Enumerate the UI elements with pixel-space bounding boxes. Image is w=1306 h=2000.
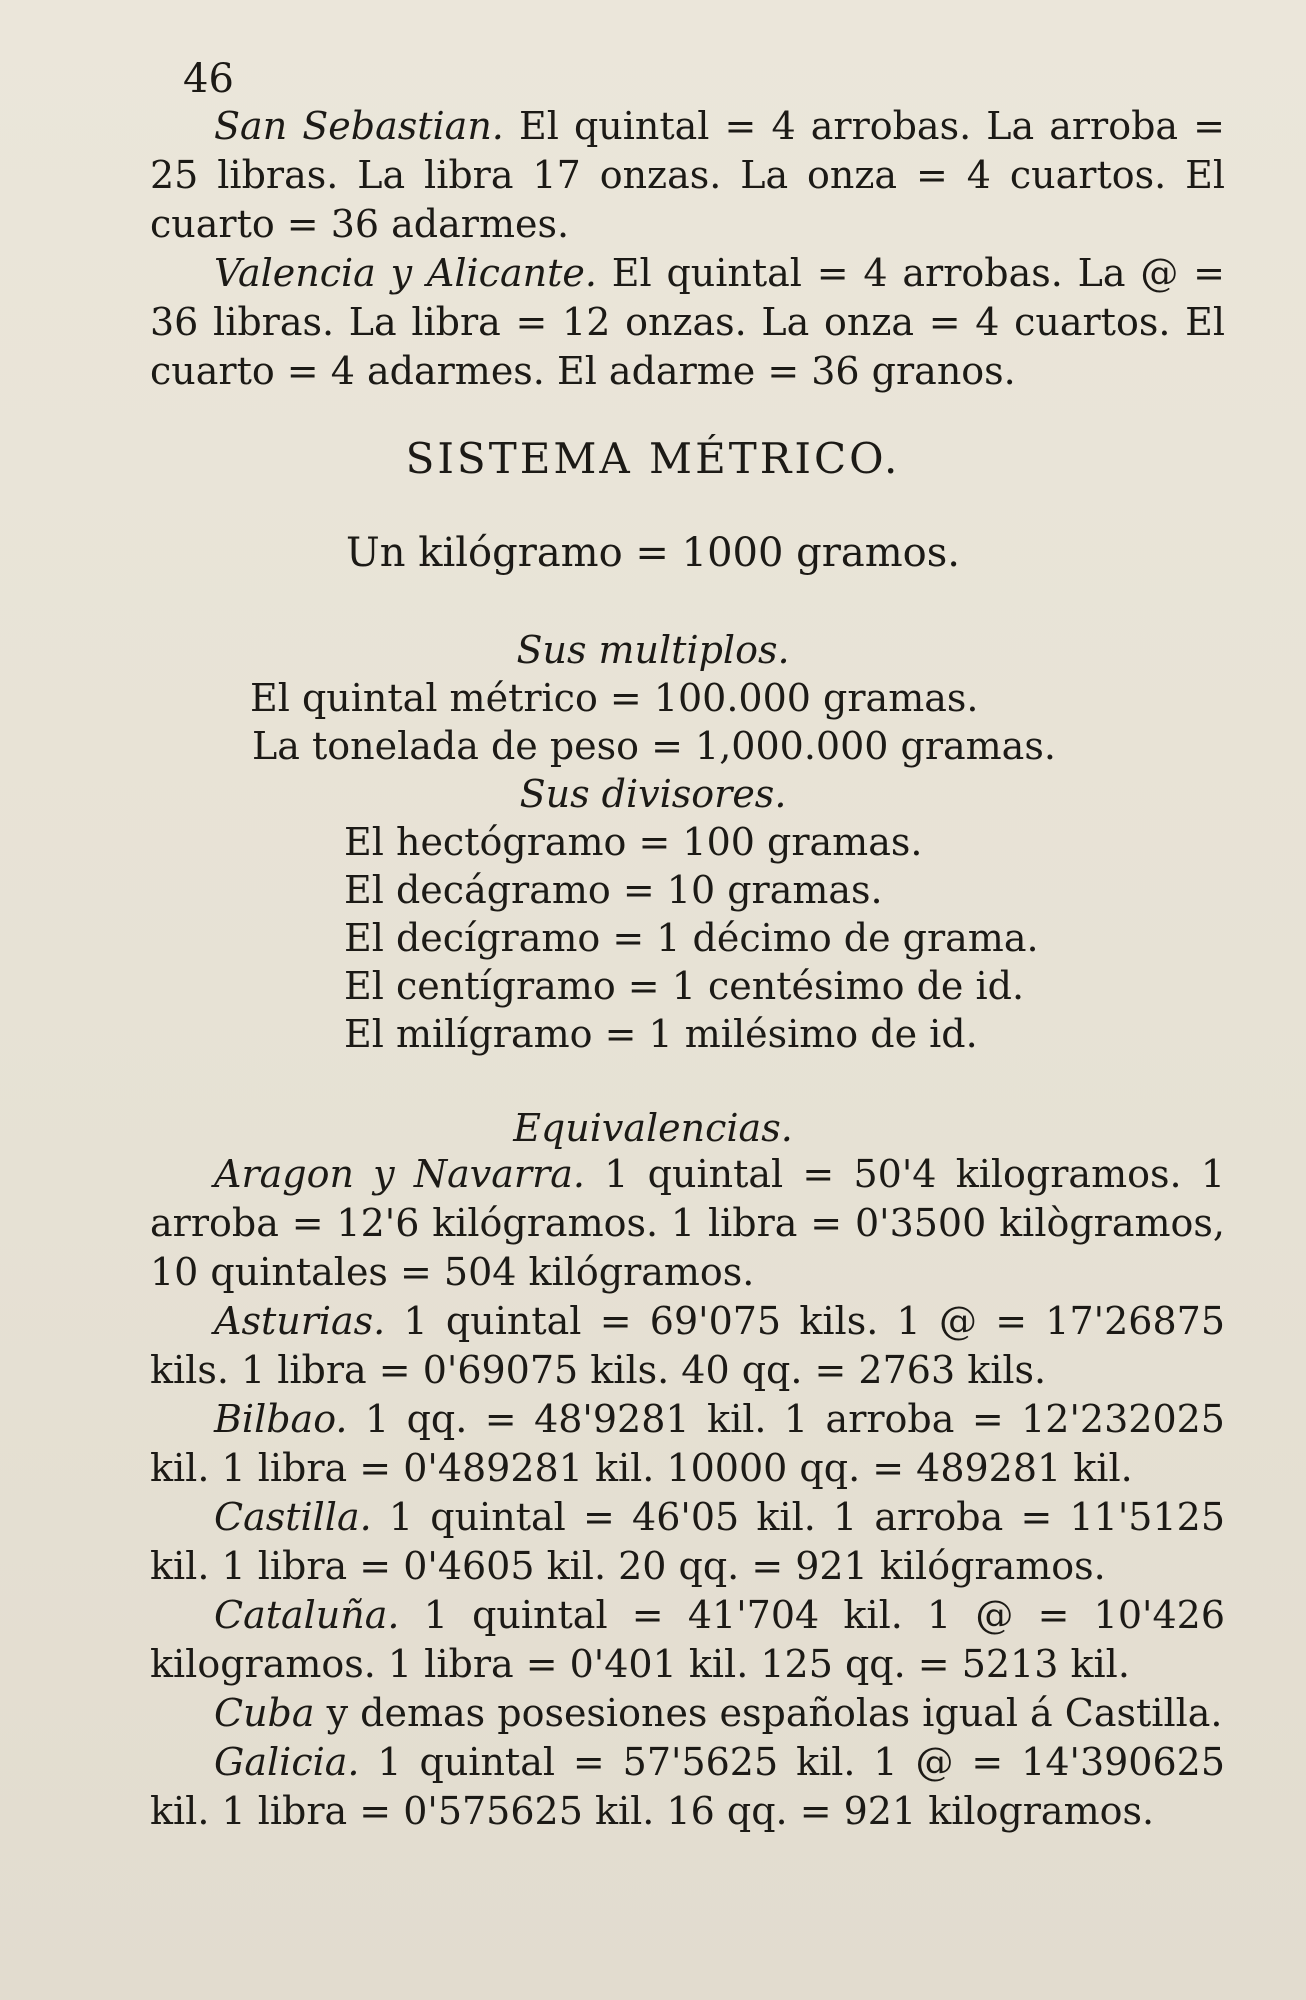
divisors-list bbox=[344, 818, 1039, 1058]
multiples-list bbox=[250, 674, 1056, 770]
entry-aragon-navarra bbox=[150, 1150, 1225, 1297]
place-name: Bilbao. bbox=[214, 1397, 348, 1441]
base-unit-line: Un kilógramo = 1000 gramos. bbox=[346, 530, 960, 576]
list-item: El decágramo = 10 gramas. bbox=[344, 868, 883, 912]
place-name: Valencia y Alicante. bbox=[214, 251, 597, 295]
place-name: Aragon y Navarra. bbox=[214, 1152, 585, 1196]
place-name: Asturias. bbox=[214, 1299, 386, 1343]
list-item: El hectógramo = 100 gramas. bbox=[344, 820, 923, 864]
place-name: Castilla. bbox=[214, 1495, 372, 1539]
list-item: El centígramo = 1 centésimo de id. bbox=[344, 964, 1025, 1008]
entry-text: 1 quintal = 41'704 kil. 1 @ = 10'426 kilogramos. 1 libra = 0'401 kil. 125 qq. = 5213 kil. bbox=[150, 1593, 1225, 1686]
page-number: 46 bbox=[183, 56, 234, 102]
top-entries bbox=[150, 102, 1225, 396]
entry-text: 1 quintal = 69'075 kils. 1 @ = 17'26875 kils. 1 libra = 0'69075 kils. 40 qq. = 2763 kils. bbox=[150, 1299, 1225, 1392]
list-item: El quintal métrico = 100.000 gramas. bbox=[250, 676, 979, 720]
place-name: Cataluña. bbox=[214, 1593, 400, 1637]
place-name: Cuba bbox=[214, 1691, 315, 1735]
entry-galicia bbox=[150, 1738, 1225, 1836]
entry-san-sebastian bbox=[150, 102, 1225, 249]
entry-valencia-alicante bbox=[150, 249, 1225, 396]
entry-text: 1 quintal = 50'4 kilogramos. 1 arroba = 12'6 kilógramos. 1 libra = 0'3500 kilògramos, 10 quintales = 504 kilógramos. bbox=[150, 1152, 1225, 1294]
entry-bilbao bbox=[150, 1395, 1225, 1493]
entry-text: 1 quintal = 46'05 kil. 1 arroba = 11'5125 kil. 1 libra = 0'4605 kil. 20 qq. = 921 kilógramos. bbox=[150, 1495, 1225, 1588]
equivalencias-entries bbox=[150, 1150, 1225, 1836]
list-item: La tonelada de peso = 1,000.000 gramas. bbox=[252, 724, 1056, 768]
place-name: Galicia. bbox=[214, 1740, 360, 1784]
entry-text: El quintal = 4 arrobas. La arroba = 25 libras. La libra 17 onzas. La onza = 4 cuartos. El cuarto = 36 adarmes. bbox=[150, 104, 1226, 246]
list-item: El decígramo = 1 décimo de grama. bbox=[344, 916, 1039, 960]
divisors-title: Sus divisores. bbox=[519, 772, 787, 816]
entry-asturias bbox=[150, 1297, 1225, 1395]
entry-text: El quintal = 4 arrobas. La @ = 36 libras. La libra = 12 onzas. La onza = 4 cuartos. El cuarto = 4 adarmes. El adarme = 36 granos. bbox=[150, 251, 1225, 393]
section-heading: SISTEMA MÉTRICO. bbox=[405, 434, 901, 483]
entry-text: 1 qq. = 48'9281 kil. 1 arroba = 12'232025 kil. 1 libra = 0'489281 kil. 10000 qq. = 489281 kil. bbox=[150, 1397, 1225, 1490]
entry-castilla bbox=[150, 1493, 1225, 1591]
entry-text: 1 quintal = 57'5625 kil. 1 @ = 14'390625 kil. 1 libra = 0'575625 kil. 16 qq. = 921 kilogramos. bbox=[150, 1740, 1225, 1833]
place-name: San Sebastian. bbox=[214, 104, 504, 148]
entry-cuba bbox=[150, 1689, 1225, 1738]
multiples-title: Sus multiplos. bbox=[516, 628, 790, 672]
equivalencias-title: Equivalencias. bbox=[513, 1106, 793, 1150]
entry-cataluna bbox=[150, 1591, 1225, 1689]
entry-text: y demas posesiones españolas igual á Castilla. bbox=[314, 1691, 1223, 1735]
list-item: El milígramo = 1 milésimo de id. bbox=[344, 1012, 978, 1056]
